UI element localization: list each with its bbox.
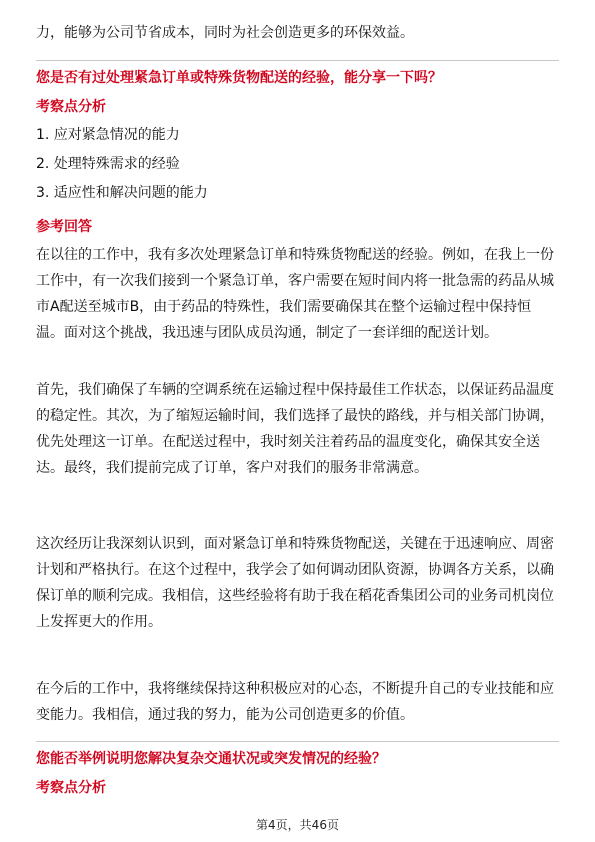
question-heading: 您是否有过处理紧急订单或特殊货物配送的经验，能分享一下吗？ [36,70,442,86]
analysis-heading: 考察点分析 [36,780,106,796]
answer-heading: 参考回答 [36,219,92,235]
continued-paragraph: 力，能够为公司节省成本，同时为社会创造更多的环保效益。 [36,25,414,41]
analysis-item: 3. 适应性和解决问题的能力 [36,185,208,201]
analysis-item: 1. 应对紧急情况的能力 [36,127,180,143]
answer-paragraph: 在今后的工作中，我将继续保持这种积极应对的心态，不断提升自己的专业技能和应变能力。我相信，通过我的努力，能为公司创造更多的价值。 [36,681,554,723]
answer-paragraph: 这次经历让我深刻认识到，面对紧急订单和特殊货物配送，关键在于迅速响应、周密计划和严格执行。在这个过程中，我学会了如何调动团队资源，协调各方关系，以确保订单的顺利完成。我相信，这些经验将有助于我在稻花香集团公司的业务司机岗位上发挥更大的作用。 [36,536,554,630]
answer-paragraph: 首先，我们确保了车辆的空调系统在运输过程中保持最佳工作状态，以保证药品温度的稳定性。其次，为了缩短运输时间，我们选择了最快的路线，并与相关部门协调，优先处理这一订单。在配送过程中，我时刻关注着药品的温度变化，确保其安全送达。最终，我们提前完成了订单，客户对我们的服务非常满意。 [36,382,554,476]
analysis-heading: 考察点分析 [36,99,106,115]
section-divider [36,60,559,61]
page-number: 第4页，共46页 [256,818,339,832]
analysis-item: 2. 处理特殊需求的经验 [36,156,180,172]
question-heading: 您能否举例说明您解决复杂交通状况或突发情况的经验？ [36,751,386,767]
section-divider [36,741,559,742]
answer-paragraph: 在以往的工作中，我有多次处理紧急订单和特殊货物配送的经验。例如，在我上一份工作中，有一次我们接到一个紧急订单，客户需要在短时间内将一批急需的药品从城市A配送至城市B，由于药品的特殊性，我们需要确保其在整个运输过程中保持恒温。面对这个挑战，我迅速与团队成员沟通，制定了一套详细的配送计划。 [36,247,554,341]
